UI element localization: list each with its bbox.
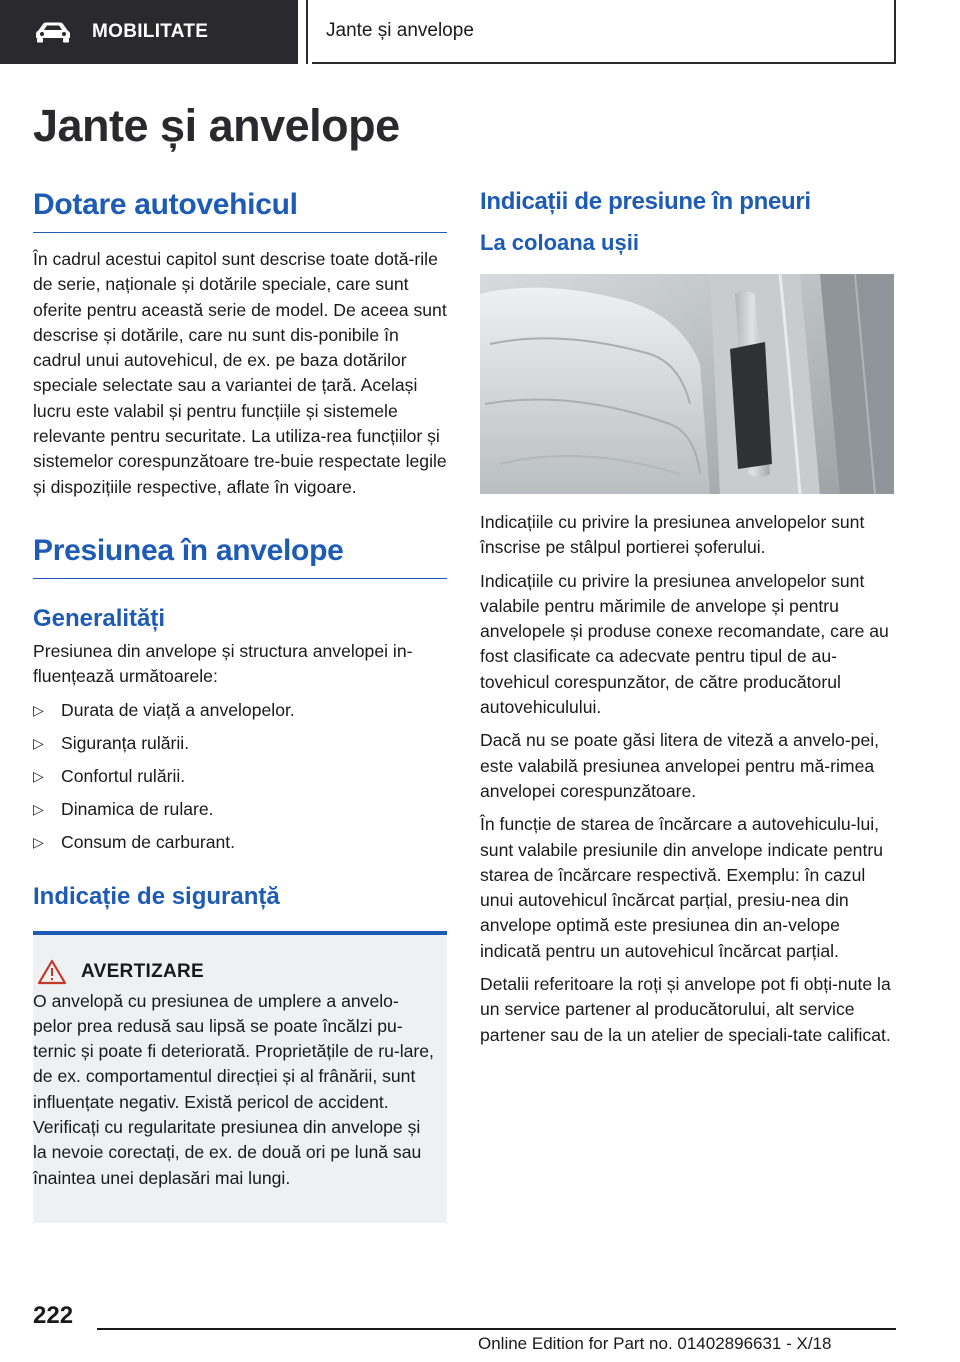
paragraph-dotare: În cadrul acestui capitol sunt descrise toate dotă-rile de serie, naționale și dotările speciale, care sunt oferite pentru această serie de model. De aceea sunt descrise și dotările, care nu sunt dis-ponibile în cadrul unui autovehicul, de ex. pe baza dotărilor speciale selectate sau a variantei de țară. Același lucru este valabil și pentru funcțiile și sistemele relevante pentru securitate. La utiliza-rea funcțiilor și sistemelor corespunzătoare tre-buie respectate legile și dispozițiile respective, aflate în vigoare. [33,249,447,497]
paragraph-right-5: Detalii referitoare la roți și anvelope pot fi obți-nute la un service partener al producătorului, alt service partener sau de la un atelier de speciali-tate calificat. [480,974,891,1045]
list-item: ▷ Confortul rulării. [33,764,447,789]
paragraph-right-2: Indicațiile cu privire la presiunea anvelopelor sunt valabile pentru mărimile de anvelope și pentru anvelopele și produse conexe recomandate, care au fost clasificate ca adecvate pentru tipul de au-tovehicul corespunzător, de către producătorul autovehiculului. [480,570,889,718]
heading-indicatii-presiune: Indicații de presiune în pneuri [480,188,811,215]
heading-presiunea-in-anvelope: Presiunea în anvelope [33,534,447,579]
breadcrumb [312,0,896,64]
warning-text: O anvelopă cu presiunea de umplere a anvelo-pelor prea redusă sau lipsă se poate încălzi pu-ternic și poate fi deteriorată. Proprietățile de ru-lare, de ex. comportamentul direcției și al frânării, sunt influențate negativ. Există pericol de accident. Verificați cu regularitate presiunea din anvelope și la nevoie corectați, de ex. de două ori pe lună sau înaintea unei deplasări mai lungi. [33,990,434,1188]
breadcrumb-label: Jante și anvelope [326,20,474,41]
left-column [33,188,447,1223]
edition-label: Online Edition for Part no. 01402896631 - X/18 [478,1334,832,1353]
triangle-bullet-icon: ▷ [33,734,44,751]
right-column [480,188,894,1056]
page-number: 222 [33,1302,74,1329]
triangle-bullet-icon: ▷ [33,701,44,718]
triangle-bullet-icon: ▷ [33,833,44,850]
car-icon [34,21,72,43]
list-item: ▷ Siguranța rulării. [33,731,447,756]
warning-header [33,959,435,985]
section-label: MOBILITATE [92,21,209,42]
paragraph-right-3: Dacă nu se poate găsi litera de viteză a anvelo-pei, este valabilă presiunea anvelopei pentru mă-rimea anvelopei corespunzătoare. [480,730,880,801]
warning-triangle-icon [37,959,67,985]
triangle-bullet-icon: ▷ [33,800,44,817]
heading-la-coloana-usii: La coloana ușii [480,230,639,255]
header-divider [306,0,308,64]
warning-label: AVERTIZARE [81,960,204,982]
heading-indicatie-de-siguranta: Indicație de siguranță [33,882,280,910]
list-item: ▷ Durata de viață a anvelopelor. [33,698,447,723]
heading-generalitati: Generalități [33,604,166,632]
paragraph-generalitati: Presiunea din anvelope și structura anvelopei in-fluențează următoarele: [33,640,413,687]
page-footer [0,1298,960,1362]
paragraph-right-4: În funcție de starea de încărcare a autovehiculu-lui, sunt valabile presiunile din anvelope indicate pentru starea de încărcare respectivă. Exemplu: în cazul unui autovehicul încărcat parțial, presiu-nea din anvelope optimă este presiunea din an-velope indicată pentru un autovehicul încărcat parțial. [480,814,883,961]
list-item: ▷ Dinamica de rulare. [33,797,447,822]
section-header [0,0,298,64]
footer-rule [97,1328,896,1330]
paragraph-right-1: Indicațiile cu privire la presiunea anvelopelor sunt înscrise pe stâlpul portierei șoferului. [480,512,865,558]
factors-list [33,698,447,855]
page-title: Jante și anvelope [33,100,400,151]
door-pillar-photo [480,274,894,494]
triangle-bullet-icon: ▷ [33,767,44,784]
list-item: ▷ Consum de carburant. [33,830,447,855]
heading-dotare-autovehicul: Dotare autovehicul [33,188,447,233]
warning-box [33,931,447,1223]
